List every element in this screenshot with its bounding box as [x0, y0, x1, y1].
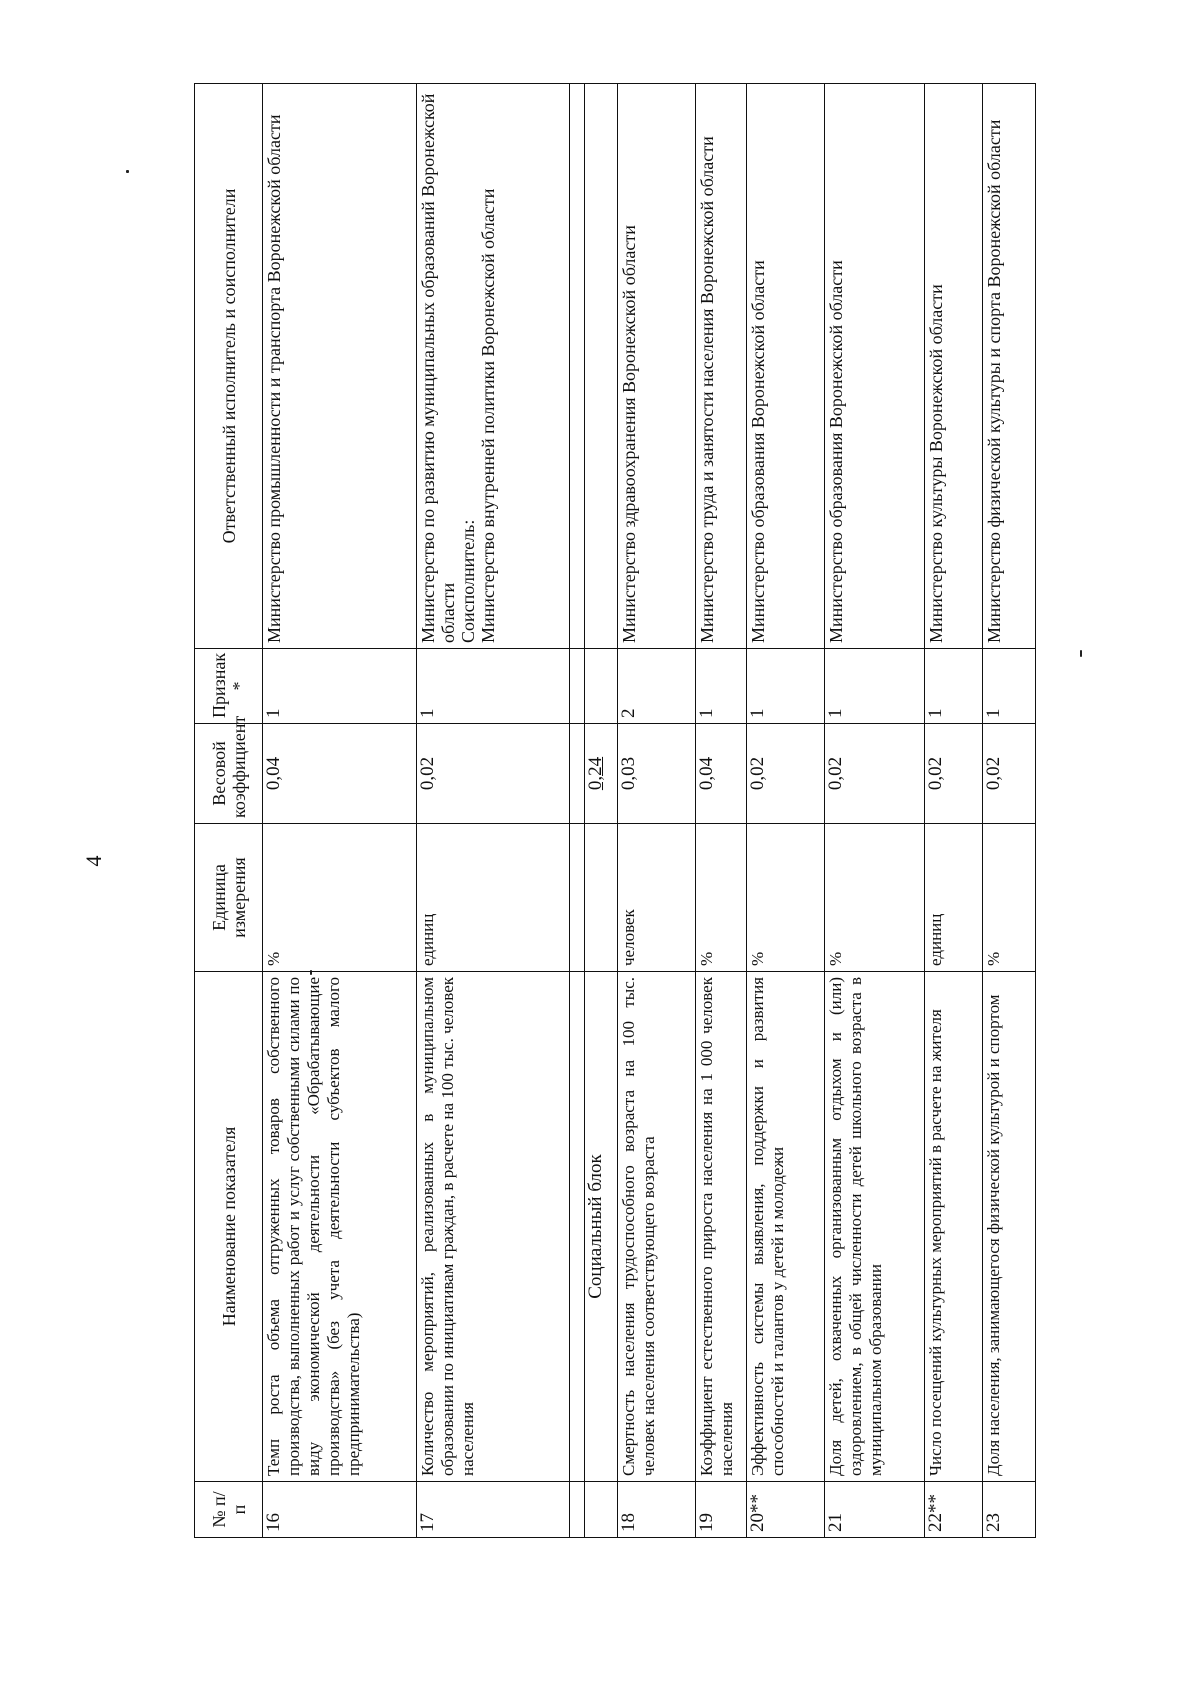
table-header-row: [195, 84, 263, 1538]
row-num: 20**: [747, 1482, 825, 1538]
row-name: Эффективность системы выявления, поддержки и развития способностей и талантов у детей и молодежи: [747, 972, 825, 1482]
table-row: [263, 84, 417, 1538]
row-num: 17: [416, 1482, 570, 1538]
table-row: [618, 84, 696, 1538]
row-unit: единиц: [416, 824, 570, 972]
row-unit: %: [696, 824, 747, 972]
header-exec: Ответственный исполнитель и соисполнители: [195, 84, 263, 649]
row-name: Темп роста объема отгруженных товаров собственного производства, выполненных работ и услуг собственными силами по виду экономической деятельности «Обрабатывающие производства» (без учета деятельности субъектов малого предпринимательства): [263, 972, 417, 1482]
row-weight: 0,02: [925, 724, 982, 824]
row-num: 23: [982, 1482, 1035, 1538]
block-title: Социальный блок: [585, 972, 618, 1482]
spacer-cell: [570, 649, 585, 724]
row-unit: %: [825, 824, 925, 972]
row-unit: человек: [618, 824, 696, 972]
row-unit: %: [747, 824, 825, 972]
row-weight: 0,02: [982, 724, 1035, 824]
row-weight: 0,04: [696, 724, 747, 824]
row-weight: 0,02: [416, 724, 570, 824]
row-name: Количество мероприятий, реализованных в муниципальном образовании по инициативам граждан, в расчете на 100 тыс. человек населения: [416, 972, 570, 1482]
row-unit: %: [982, 824, 1035, 972]
row-sign: 1: [825, 649, 925, 724]
header-name: Наименование показателя: [195, 972, 263, 1482]
spacer-cell: [570, 84, 585, 649]
row-unit: %: [263, 824, 417, 972]
exec-line: Министерство промышленности и транспорта Воронежской области: [264, 114, 284, 643]
row-name: Коэффициент естественного прироста населения на 1 000 человек населения: [696, 972, 747, 1482]
block-sign-cell: [585, 649, 618, 724]
block-num-cell: [585, 1482, 618, 1538]
row-name: Доля детей, охваченных организованным отдыхом и (или) оздоровлением, в общей численности детей школьного возраста в муниципальном образовании: [825, 972, 925, 1482]
spacer-cell: [570, 1482, 585, 1538]
row-exec: [747, 84, 825, 649]
table-row: [696, 84, 747, 1538]
row-name: Число посещений культурных мероприятий в расчете на жителя: [925, 972, 982, 1482]
scan-speck: [126, 170, 129, 173]
exec-line: Министерство по развитию муниципальных образований Воронежской области: [417, 93, 458, 643]
row-name: Смертность населения трудоспособного возраста на 100 тыс. человек населения соответствующего возраста: [618, 972, 696, 1482]
row-unit: единиц: [925, 824, 982, 972]
exec-line: Министерство образования Воронежской области: [748, 260, 769, 643]
table-spacer-row: [570, 84, 585, 1538]
table-row: [925, 84, 982, 1538]
row-exec: [618, 84, 696, 649]
row-num: 16: [263, 1482, 417, 1538]
header-sign: Признак *: [195, 649, 263, 724]
row-weight: 0,02: [825, 724, 925, 824]
exec-line: Министерство труда и занятости населения Воронежской области: [697, 136, 718, 643]
page-number: 4: [81, 855, 106, 867]
row-exec: [825, 84, 925, 649]
exec-line: Соисполнитель:: [457, 519, 478, 643]
header-weight: Весовой коэффициент: [195, 724, 263, 824]
block-weight: 0,24: [585, 724, 618, 824]
exec-line: Министерство образования Воронежской области: [826, 260, 846, 643]
header-num: № п/п: [195, 1482, 263, 1538]
exec-line: Министерство культуры Воронежской области: [926, 284, 947, 643]
table-row: [747, 84, 825, 1538]
row-exec: [696, 84, 747, 649]
indicator-table: [194, 83, 1036, 1538]
row-exec: [982, 84, 1035, 649]
spacer-cell: [570, 972, 585, 1482]
row-sign: 1: [416, 649, 570, 724]
block-unit-cell: [585, 824, 618, 972]
row-weight: 0,02: [747, 724, 825, 824]
row-sign: 1: [263, 649, 417, 724]
block-exec-cell: [585, 84, 618, 649]
exec-line: Министерство внутренней политики Воронежской области: [477, 188, 498, 643]
exec-line: Министерство физической культуры и спорта Воронежской области: [983, 119, 1004, 643]
row-sign: 1: [696, 649, 747, 724]
table-row: [825, 84, 925, 1538]
scan-speck: [1080, 650, 1082, 657]
indicator-table-rotated: [194, 84, 1036, 1538]
row-sign: 1: [982, 649, 1035, 724]
row-sign: 2: [618, 649, 696, 724]
header-unit: Единица измерения: [195, 824, 263, 972]
row-num: 21: [825, 1482, 925, 1538]
table-row: [982, 84, 1035, 1538]
row-weight: 0,03: [618, 724, 696, 824]
row-sign: 1: [747, 649, 825, 724]
row-num: 19: [696, 1482, 747, 1538]
table-row: [416, 84, 570, 1538]
block-row: [585, 84, 618, 1538]
spacer-cell: [570, 724, 585, 824]
exec-line: Министерство здравоохранения Воронежской области: [619, 225, 640, 643]
row-sign: 1: [925, 649, 982, 724]
row-num: 18: [618, 1482, 696, 1538]
row-exec: [925, 84, 982, 649]
row-num: 22**: [925, 1482, 982, 1538]
row-weight: 0,04: [263, 724, 417, 824]
row-name: Доля населения, занимающегося физической культурой и спортом: [982, 972, 1035, 1482]
row-exec: [263, 84, 417, 649]
row-exec: [416, 84, 570, 649]
spacer-cell: [570, 824, 585, 972]
